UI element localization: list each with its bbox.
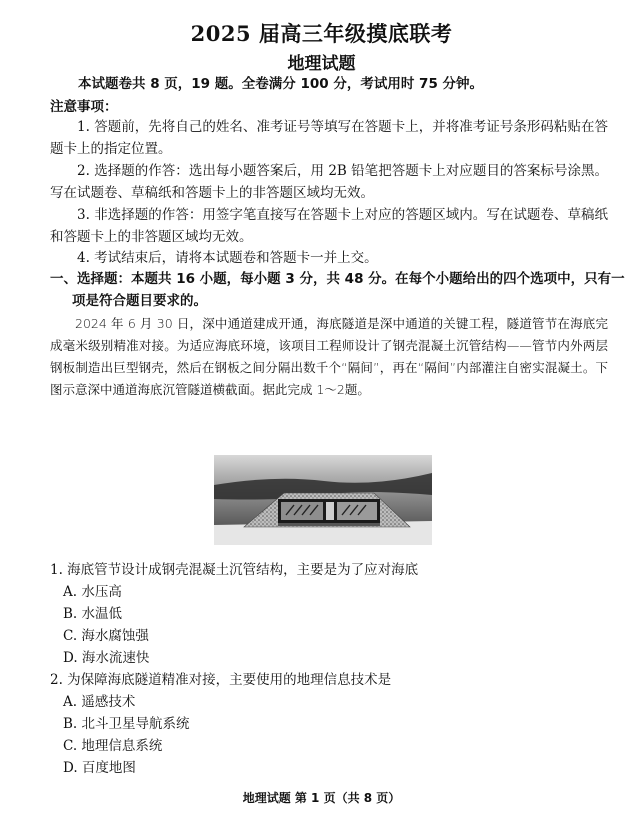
exam-title: 2025 届高三年级摸底联考 <box>190 21 453 46</box>
notice-item: 4. 考试结束后，请将本试题卷和答题卡一并上交。 <box>77 250 378 266</box>
question-2-option-d: D. 百度地图 <box>63 760 136 776</box>
question-material: 2024 年 6 月 30 日，深中通道建成开通，海底隧道是深中通道的关键工程，隧道管节在海底完成毫米级别精准对接。为适应海底环境，该项目工程师设计了钢壳混凝土沉管结构——管节内外两层钢板制造出巨型钢壳，然后在钢板之间分隔出数千个“隔间”，再在“隔间”内部灌注自密实混凝土。下图示意深中通道海底沉管隧道横截面。据此完成 1～2题。 <box>50 316 608 397</box>
question-1-stem: 1. 海底管节设计成钢壳混凝土沉管结构，主要是为了应对海底 <box>50 562 419 578</box>
question-1-option-b: B. 水温低 <box>63 606 123 622</box>
question-1-option-d: D. 海水流速快 <box>63 650 150 666</box>
tunnel-cross-section-figure <box>214 455 432 545</box>
notice-item: 2. 选择题的作答：选出每小题答案后，用 2B 铅笔把答题卡上对应题目的答案标号涂黑。写在试题卷、草稿纸和答题卡上的非答题区域均无效。 <box>50 163 608 201</box>
notice-item: 3. 非选择题的作答：用签字笔直接写在答题卡上对应的答题区域内。写在试题卷、草稿纸和答题卡上的非答题区域均无效。 <box>50 207 608 245</box>
page-footer: 地理试题 第 1 页（共 8 页） <box>242 791 401 805</box>
question-2-stem: 2. 为保障海底隧道精准对接，主要使用的地理信息技术是 <box>50 672 392 688</box>
notice-item: 1. 答题前，先将自己的姓名、准考证号等填写在答题卡上，并将准考证号条形码粘贴在答题卡上的指定位置。 <box>50 119 608 157</box>
exam-intro: 本试题卷共 8 页，19 题。全卷满分 100 分，考试用时 75 分钟。 <box>78 76 484 92</box>
question-1-option-a: A. 水压高 <box>63 584 122 600</box>
section-heading: 一、选择题：本题共 16 小题，每小题 3 分，共 48 分。在每个小题给出的四个选项中，只有一项是符合题目要求的。 <box>50 271 625 309</box>
question-1-option-c: C. 海水腐蚀强 <box>63 628 149 644</box>
question-2-option-a: A. 遥感技术 <box>63 694 136 710</box>
exam-subtitle: 地理试题 <box>287 54 356 74</box>
notice-heading: 注意事项： <box>50 99 118 115</box>
question-2-option-c: C. 地理信息系统 <box>63 738 163 754</box>
question-2-option-b: B. 北斗卫星导航系统 <box>63 716 190 732</box>
